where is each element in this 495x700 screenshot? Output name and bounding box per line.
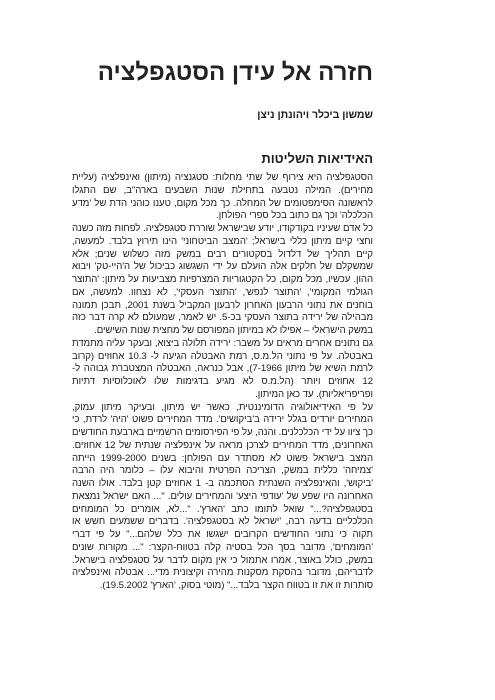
- article-title: חזרה אל עידן הסטגפלציה: [97, 59, 373, 86]
- paragraph: על פי האידיאולוגיה הדומיננטית, כאשר יש מיתון, ובעיקר מיתון עמוק, המחירים יורדים בגלל ירידה ב'ביקושים'. מדד המחירים פשוט 'היה' לרדת, כי כך ציוו על ידי הכלכלנים. והנה, על פי הפירסומים הרשמיים בארבעת החודשים האחרונים, מדד המחירים לצרכן מראה על אינפלציה שנתית של 12 אחוזים. המצב בישראל פשוט לא מסתדר עם הפולחן: בשנים 1999-2000 הייתה 'צמיחה' כללית במשק, הצריכה הפרטית והיבוא עלו – כלומר היה הרבה 'ביקוש', והאינפלציה השנתית הסתכמה ב- 1 אחוזים קטן בלבד. אולו השנה האחרונה היו שפע של 'עודפי היצע' והמחירים עולים. "... האם ישראל נמצאת בסטגפלציה?..." שואל לתומו כתב 'הארץ'. "...לא, אומרים כל המומחים הכלכליים בדעה רבה, 'ישראל לא בסטגפלציה'. בדברים ששמעים חשש או תקוה כי נתוני החודשים הקרובים ישגשו את כלל שלהם..." על פי דברי 'המומחים', מדובר בסך הכל בסטיה קלה בטווח-הקצר: "... מקורות שונים במשק, כולל באוצר, אמרו אתמול כי אין מקום לדבר על סטגפלציה בישראל. לדבריהם, מדובר בהסקת מסקנות מהירה וקיצונית מדי... אבטלה ואינפלציה סותרות זו את זו בטווח הקצר בלבד..." (מוטי בסוק, 'הארץ' 19.5.2002).: [72, 401, 373, 591]
- article-authors: שמשון ביכלר ויהונתן ניצן: [257, 109, 373, 121]
- paragraph: הסטגפלציה היא צירוף של שתי מחלות: סטגנציה (מיתון) ואינפלציה (עליית מחירים). המילה נטבעה בתחילת שנות השבעים בארה"ב, שם התגלו לראשונה הסימפטומים של המחלה. כך מכל מקום, טענו כוהני הדת של 'מדע הכלכלה' וכך גם כתוב בכל ספרי הפולחן.: [72, 172, 373, 222]
- paragraph: כל אדם שעיניו בקודקודו, יודע שבישראל שוררת סטגפלציה. לפחות מזה כשנה וחצי קיים מיתון כללי בישראל; 'המצב הביטחוני' הינו תירוץ בלבד. למעשה, קיים תהליך של דלדול בסקטורים רבים במשק מזה כשלוש שנים; אלא שמשקלם של חלקים אלה הועלם על ידי השגשוג כביכול של ה'היי-טק' ויבוא ההון. עכשיו, מכל מקום, כל הקטגוריות המצרפיות מצביעות על מיתון: 'התוצר הגולמי המקומי', 'התוצר לנפש', 'התוצר העסקי', לא נצחוו. למעשה, אם בוחנים את נתוני הרבעון האחרון לרבעון המקביל בשנת 2001, תבכן תמונה מבהילה של ירידה בתוצר העסקי בכ-5. יש לאמר, שמעולם לא קרה דבר כזה במשק הישראלי – אפילו לא במיתון המפורסם של מחצית שנות השישים.: [72, 223, 373, 336]
- section-heading: האידיאות השליטות: [261, 151, 373, 166]
- paragraph: גם נתונים אחרים מראים על משבר: ירידה תלולה ביצוא, ובעקר עליה מתמדת באבטלה. על פי נתוני הל.מ.ס, רמת האבטלה הגיעה ל- 10.3 אחוזים (קרוב לרמת השיא של מיתון 7-1966), אבל כנראה, האבטלה המצטברת גבוהה ל- 12 אחוזים ויותר (הל.מ.ס לא מגיע בדגימות שלו לאוכלוסיות דתיות ופריפריאליות). עד כאן המיתון.: [72, 337, 373, 400]
- article-body: [72, 172, 373, 593]
